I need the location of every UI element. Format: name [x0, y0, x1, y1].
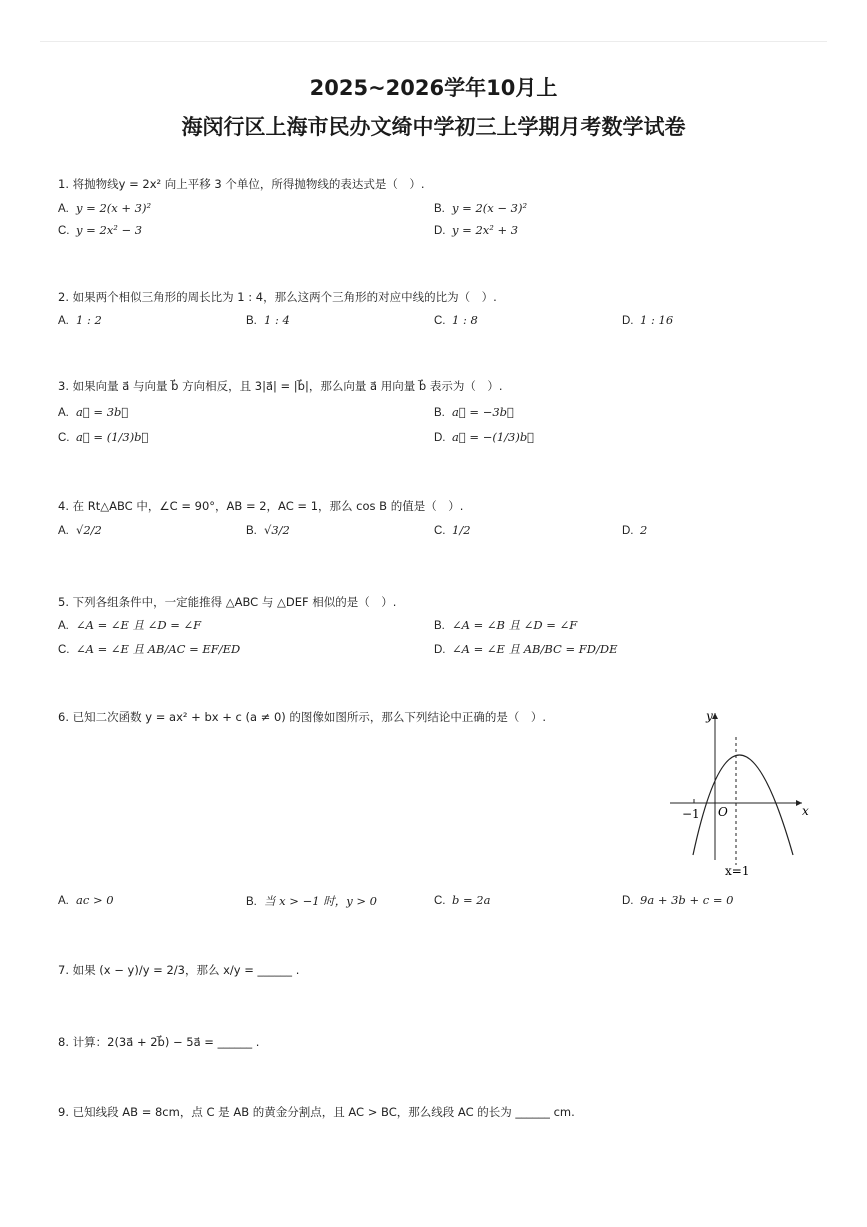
option-label: B.	[246, 315, 257, 327]
option-label: A.	[58, 315, 69, 327]
question-6-option-a[interactable]	[58, 893, 114, 907]
question-1-option-c[interactable]	[58, 223, 142, 237]
option-label: A.	[58, 620, 69, 632]
question-3-stem: 3. 如果向量 a⃗ 与向量 b⃗ 方向相反，且 3|a⃗| = |b⃗|，那么向量 a⃗ 用向量 b⃗ 表示为（ ）.	[58, 379, 503, 393]
option-text: 1 : 16	[640, 313, 674, 327]
symmetry-axis-label: x=1	[725, 864, 750, 878]
tick-label-neg-one: −1	[682, 807, 700, 821]
question-5-stem: 5. 下列各组条件中，一定能推得 △ABC 与 △DEF 相似的是（ ）.	[58, 595, 397, 609]
option-text: ∠A = ∠E 且 ∠D = ∠F	[76, 618, 202, 632]
question-4-stem: 4. 在 Rt△ABC 中，∠C = 90°，AB = 2，AC = 1，那么 cos B 的值是（ ）.	[58, 499, 464, 513]
option-text: y = 2(x + 3)²	[76, 201, 152, 215]
question-2-option-b[interactable]	[246, 313, 290, 327]
origin-label: O	[718, 805, 728, 819]
option-text: 1 : 8	[452, 313, 478, 327]
option-label: D.	[434, 225, 446, 237]
question-1-stem: 1. 将抛物线y = 2x² 向上平移 3 个单位，所得抛物线的表达式是（ ）.	[58, 177, 425, 191]
option-label: A.	[58, 407, 69, 419]
option-label: C.	[434, 315, 446, 327]
parabola-curve	[693, 755, 793, 855]
question-4-option-a[interactable]	[58, 523, 102, 537]
option-label: B.	[434, 203, 445, 215]
y-axis-label: y	[706, 709, 713, 723]
question-2-option-d[interactable]	[622, 313, 673, 327]
question-4-option-d[interactable]	[622, 523, 647, 537]
question-5-option-d[interactable]	[434, 641, 617, 657]
question-1-option-d[interactable]	[434, 223, 518, 237]
option-text: ∠A = ∠E 且 AB/AC = EF/ED	[76, 642, 241, 656]
option-text: 当 x > −1 时，y > 0	[264, 894, 377, 908]
option-text: √3/2	[264, 523, 290, 537]
question-5-option-b[interactable]	[434, 617, 577, 633]
option-text: 1 : 2	[76, 313, 102, 327]
question-6-stem: 6. 已知二次函数 y = ax² + bx + c (a ≠ 0) 的图像如图所示，那么下列结论中正确的是（ ）.	[58, 710, 547, 724]
option-text: 1 : 4	[264, 313, 290, 327]
option-label: B.	[434, 620, 445, 632]
question-8-stem: 8. 计算：2(3a⃗ + 2b⃗) − 5a⃗ = ______ .	[58, 1035, 260, 1049]
question-3-option-c[interactable]	[58, 430, 148, 444]
option-text: y = 2x² + 3	[452, 223, 519, 237]
option-label: C.	[58, 644, 70, 656]
option-label: C.	[58, 225, 70, 237]
option-label: D.	[434, 644, 446, 656]
option-label: C.	[58, 432, 70, 444]
question-3-option-b[interactable]	[434, 405, 514, 419]
question-5-option-c[interactable]	[58, 641, 240, 657]
option-text: b = 2a	[452, 893, 491, 907]
option-text: ∠A = ∠B 且 ∠D = ∠F	[452, 618, 578, 632]
option-label: D.	[622, 315, 634, 327]
option-text: a⃗ = −3b⃗	[452, 405, 514, 419]
option-label: D.	[622, 525, 634, 537]
option-text: 1/2	[452, 523, 471, 537]
question-2-option-a[interactable]	[58, 313, 102, 327]
question-7-stem: 7. 如果 (x − y)/y = 2/3，那么 x/y = ______ .	[58, 963, 300, 977]
option-text: ∠A = ∠E 且 AB/BC = FD/DE	[452, 642, 618, 656]
option-label: D.	[434, 432, 446, 444]
option-label: A.	[58, 525, 69, 537]
option-label: C.	[434, 525, 446, 537]
question-6-option-d[interactable]	[622, 893, 733, 907]
option-text: √2/2	[76, 523, 102, 537]
question-4-option-c[interactable]	[434, 523, 471, 537]
question-5-option-a[interactable]	[58, 617, 201, 633]
option-label: A.	[58, 895, 69, 907]
option-text: ac > 0	[76, 893, 114, 907]
parabola-figure	[665, 705, 825, 883]
exam-title-line1: 2025~2026学年10月上	[309, 76, 558, 100]
question-2-stem: 2. 如果两个相似三角形的周长比为 1 : 4，那么这两个三角形的对应中线的比为（ ）.	[58, 290, 497, 304]
option-text: a⃗ = 3b⃗	[76, 405, 129, 419]
question-1-option-b[interactable]	[434, 201, 527, 215]
option-text: y = 2(x − 3)²	[452, 201, 528, 215]
x-axis-label: x	[802, 804, 809, 818]
option-text: a⃗ = (1/3)b⃗	[76, 430, 149, 444]
option-text: 2	[640, 523, 648, 537]
option-label: B.	[246, 896, 257, 908]
option-label: C.	[434, 895, 446, 907]
option-label: A.	[58, 203, 69, 215]
exam-title-line2: 海闵行区上海市民办文绮中学初三上学期月考数学试卷	[181, 115, 686, 139]
option-text: a⃗ = −(1/3)b⃗	[452, 430, 535, 444]
option-text: 9a + 3b + c = 0	[640, 893, 734, 907]
question-4-option-b[interactable]	[246, 523, 290, 537]
option-label: D.	[622, 895, 634, 907]
question-1-option-a[interactable]	[58, 201, 151, 215]
question-3-option-d[interactable]	[434, 430, 534, 444]
question-3-option-a[interactable]	[58, 405, 128, 419]
question-2-option-c[interactable]	[434, 313, 478, 327]
question-9-stem: 9. 已知线段 AB = 8cm，点 C 是 AB 的黄金分割点，且 AC > BC，那么线段 AC 的长为 ______ cm.	[58, 1105, 575, 1119]
option-text: y = 2x² − 3	[76, 223, 143, 237]
question-6-option-b[interactable]	[246, 893, 377, 909]
option-label: B.	[434, 407, 445, 419]
option-label: B.	[246, 525, 257, 537]
question-6-option-c[interactable]	[434, 893, 490, 907]
top-divider	[40, 41, 827, 42]
